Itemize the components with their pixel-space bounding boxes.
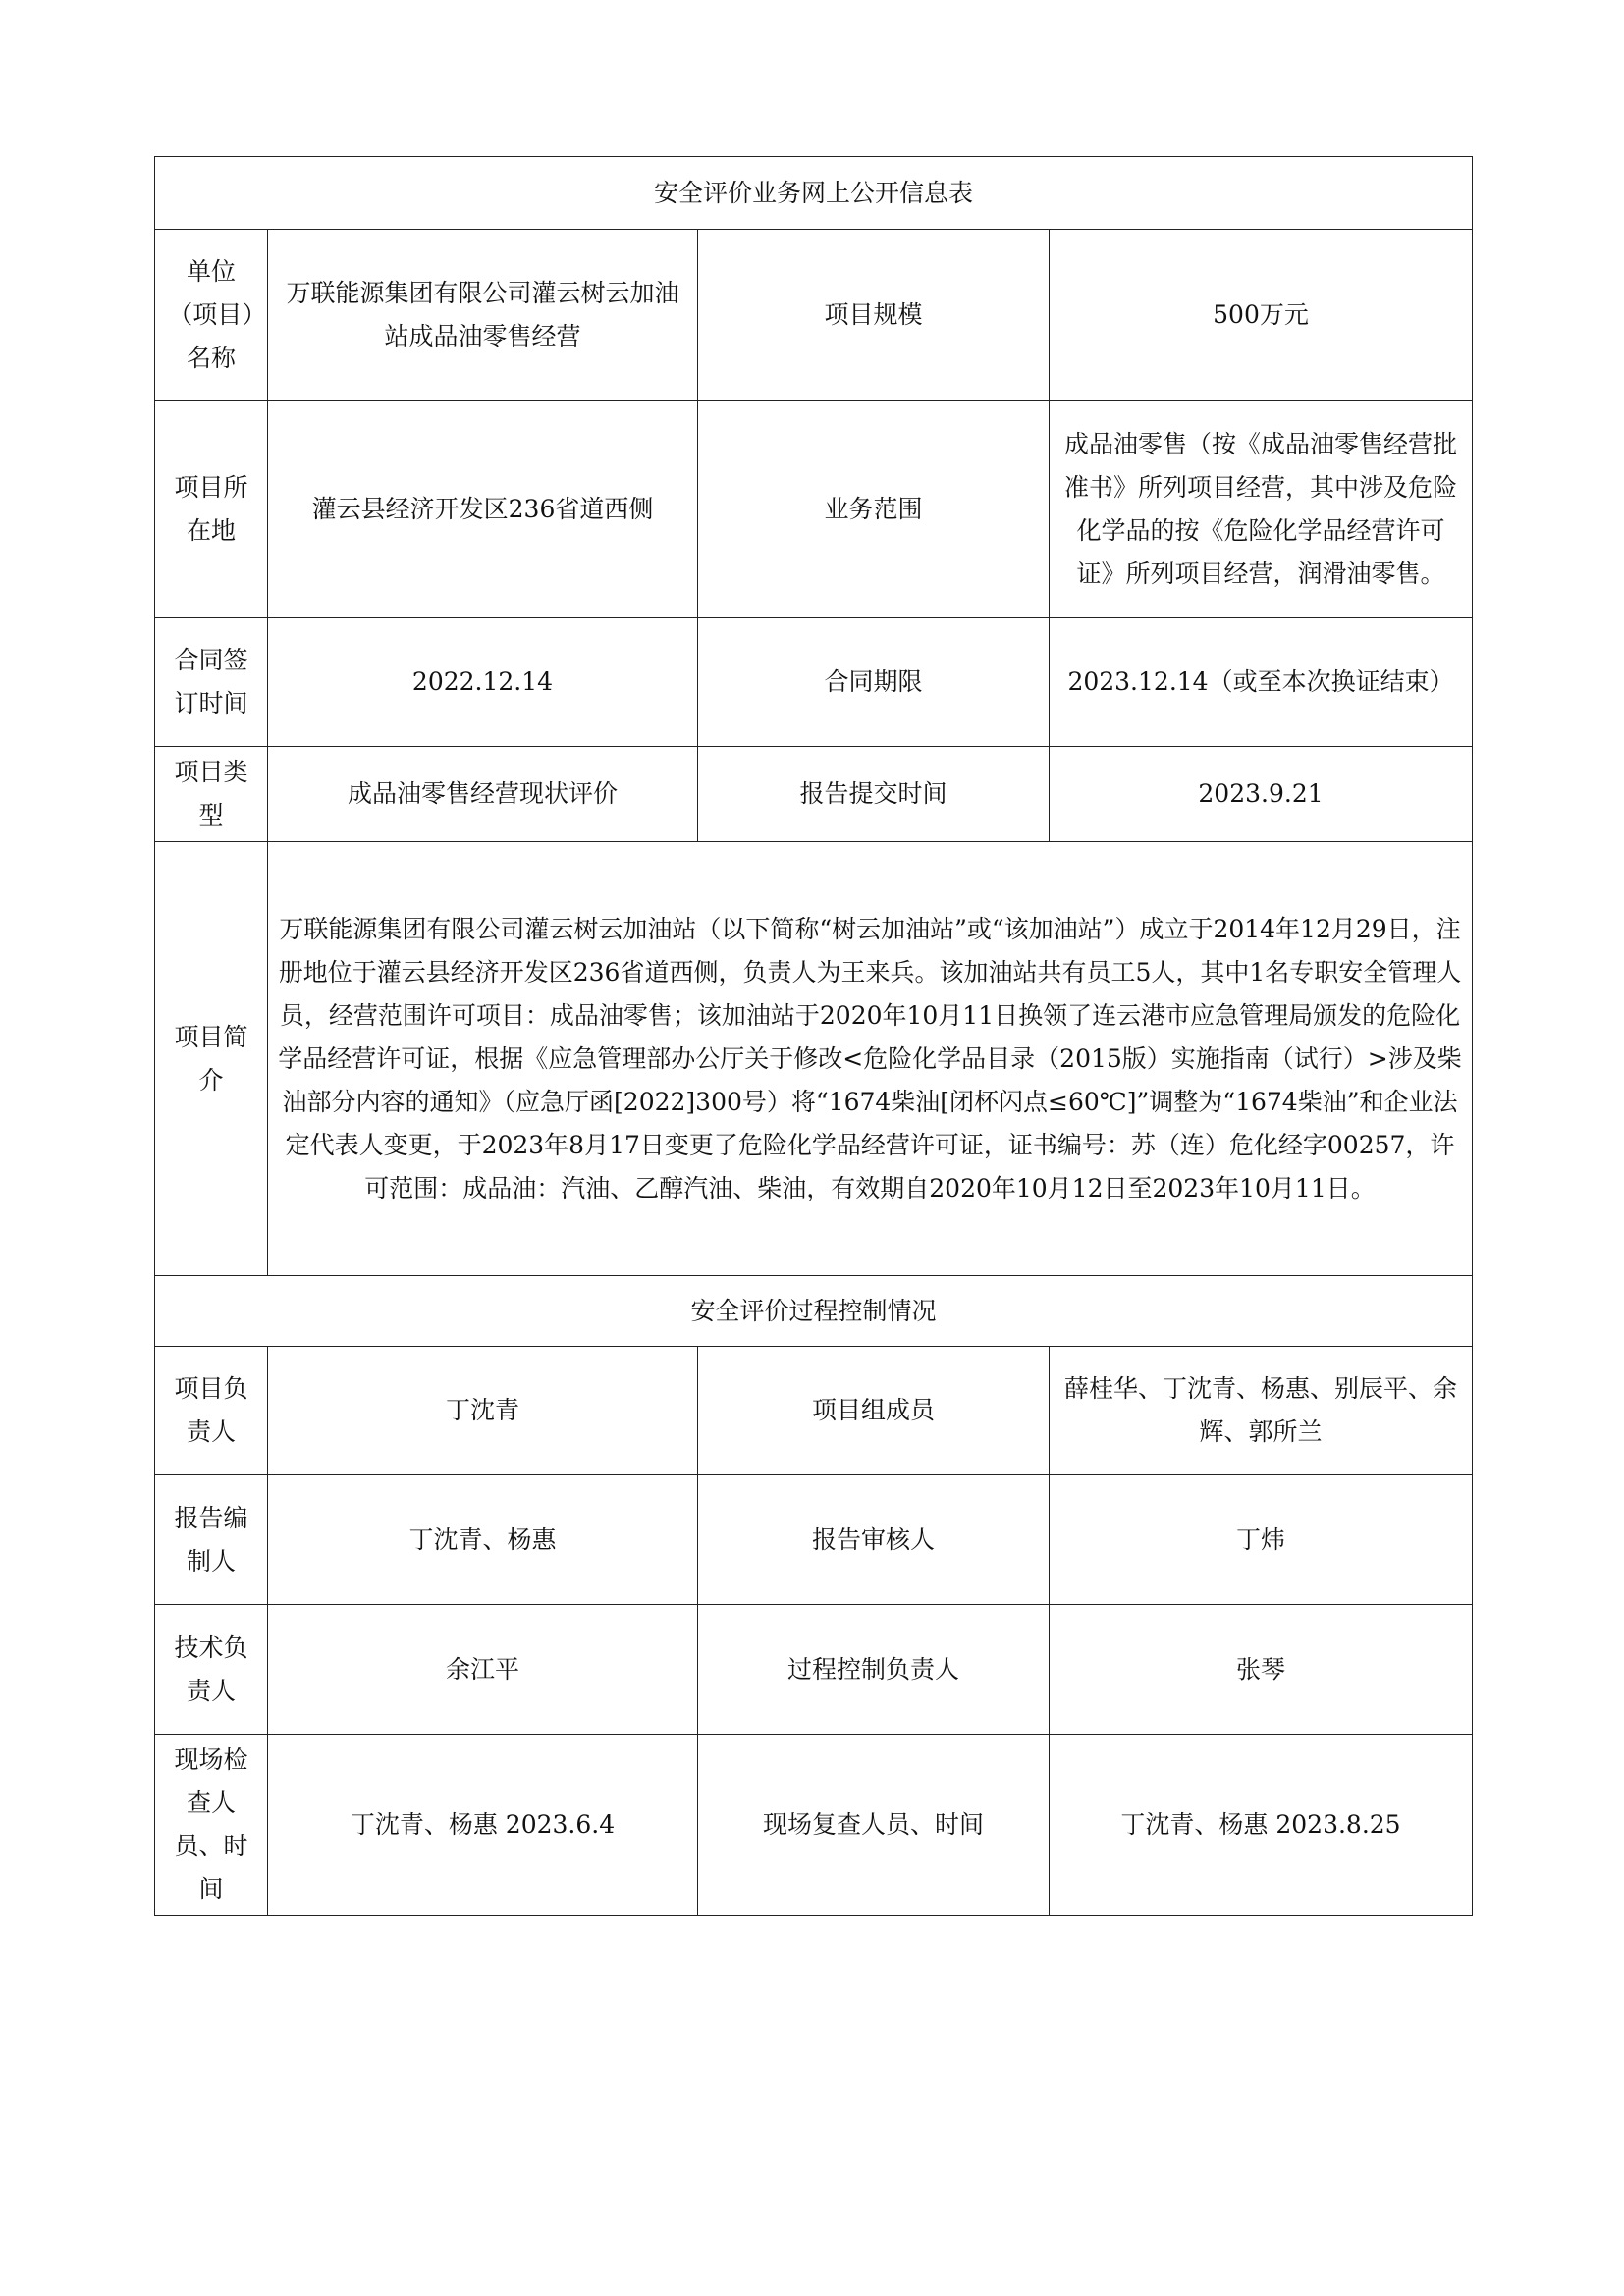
control-value: 张琴 xyxy=(1050,1605,1473,1735)
submit-label: 报告提交时间 xyxy=(698,747,1050,842)
process-title: 安全评价过程控制情况 xyxy=(155,1276,1473,1347)
contract-date: 2022.12.14 xyxy=(268,618,698,747)
term-label: 合同期限 xyxy=(698,618,1050,747)
tech-value: 余江平 xyxy=(268,1605,698,1735)
scope-label: 业务范围 xyxy=(698,401,1050,618)
leader-value: 丁沈青 xyxy=(268,1347,698,1475)
unit-label: 单位（项目）名称 xyxy=(155,230,268,401)
members-value: 薛桂华、丁沈青、杨惠、别辰平、余辉、郭所兰 xyxy=(1050,1347,1473,1475)
location-label: 项目所在地 xyxy=(155,401,268,618)
site-value: 丁沈青、杨惠 2023.6.4 xyxy=(268,1735,698,1916)
scale-value: 500万元 xyxy=(1050,230,1473,401)
location-value: 灌云县经济开发区236省道西侧 xyxy=(268,401,698,618)
type-value: 成品油零售经营现状评价 xyxy=(268,747,698,842)
recheck-label: 现场复查人员、时间 xyxy=(698,1735,1050,1916)
tech-label: 技术负责人 xyxy=(155,1605,268,1735)
report-label: 报告编制人 xyxy=(155,1475,268,1605)
term-value: 2023.12.14（或至本次换证结束） xyxy=(1050,618,1473,747)
info-table xyxy=(154,156,1473,1916)
intro-text: 万联能源集团有限公司灌云树云加油站（以下简称“树云加油站”或“该加油站”）成立于2014年12月29日，注册地位于灌云县经济开发区236省道西侧，负责人为王来兵。该加油站共有员工5人，其中1名专职安全管理人员，经营范围许可项目：成品油零售；该加油站于2020年10月11日换领了连云港市应急管理局颁发的危险化学品经营许可证，根据《应急管理部办公厅关于修改<危险化学品目录（2015版）实施指南（试行）>涉及柴油部分内容的通知》（应急厅函[2022]300号）将“1674柴油[闭杯闪点≤60℃]”调整为“1674柴油”和企业法定代表人变更，于2023年8月17日变更了危险化学品经营许可证，证书编号：苏（连）危化经字00257，许可范围：成品油：汽油、乙醇汽油、柴油，有效期自2020年10月12日至2023年10月11日。 xyxy=(268,842,1473,1276)
unit-value: 万联能源集团有限公司灌云树云加油站成品油零售经营 xyxy=(268,230,698,401)
leader-label: 项目负责人 xyxy=(155,1347,268,1475)
submit-value: 2023.9.21 xyxy=(1050,747,1473,842)
members-label: 项目组成员 xyxy=(698,1347,1050,1475)
table-title: 安全评价业务网上公开信息表 xyxy=(155,157,1473,230)
control-label: 过程控制负责人 xyxy=(698,1605,1050,1735)
type-label: 项目类型 xyxy=(155,747,268,842)
contract-label: 合同签订时间 xyxy=(155,618,268,747)
recheck-value: 丁沈青、杨惠 2023.8.25 xyxy=(1050,1735,1473,1916)
report-value: 丁沈青、杨惠 xyxy=(268,1475,698,1605)
scale-label: 项目规模 xyxy=(698,230,1050,401)
reviewer-label: 报告审核人 xyxy=(698,1475,1050,1605)
intro-label: 项目简介 xyxy=(155,842,268,1276)
reviewer-value: 丁炜 xyxy=(1050,1475,1473,1605)
site-label: 现场检查人员、时间 xyxy=(155,1735,268,1916)
scope-value: 成品油零售（按《成品油零售经营批准书》所列项目经营，其中涉及危险化学品的按《危险化学品经营许可证》所列项目经营，润滑油零售。 xyxy=(1050,401,1473,618)
